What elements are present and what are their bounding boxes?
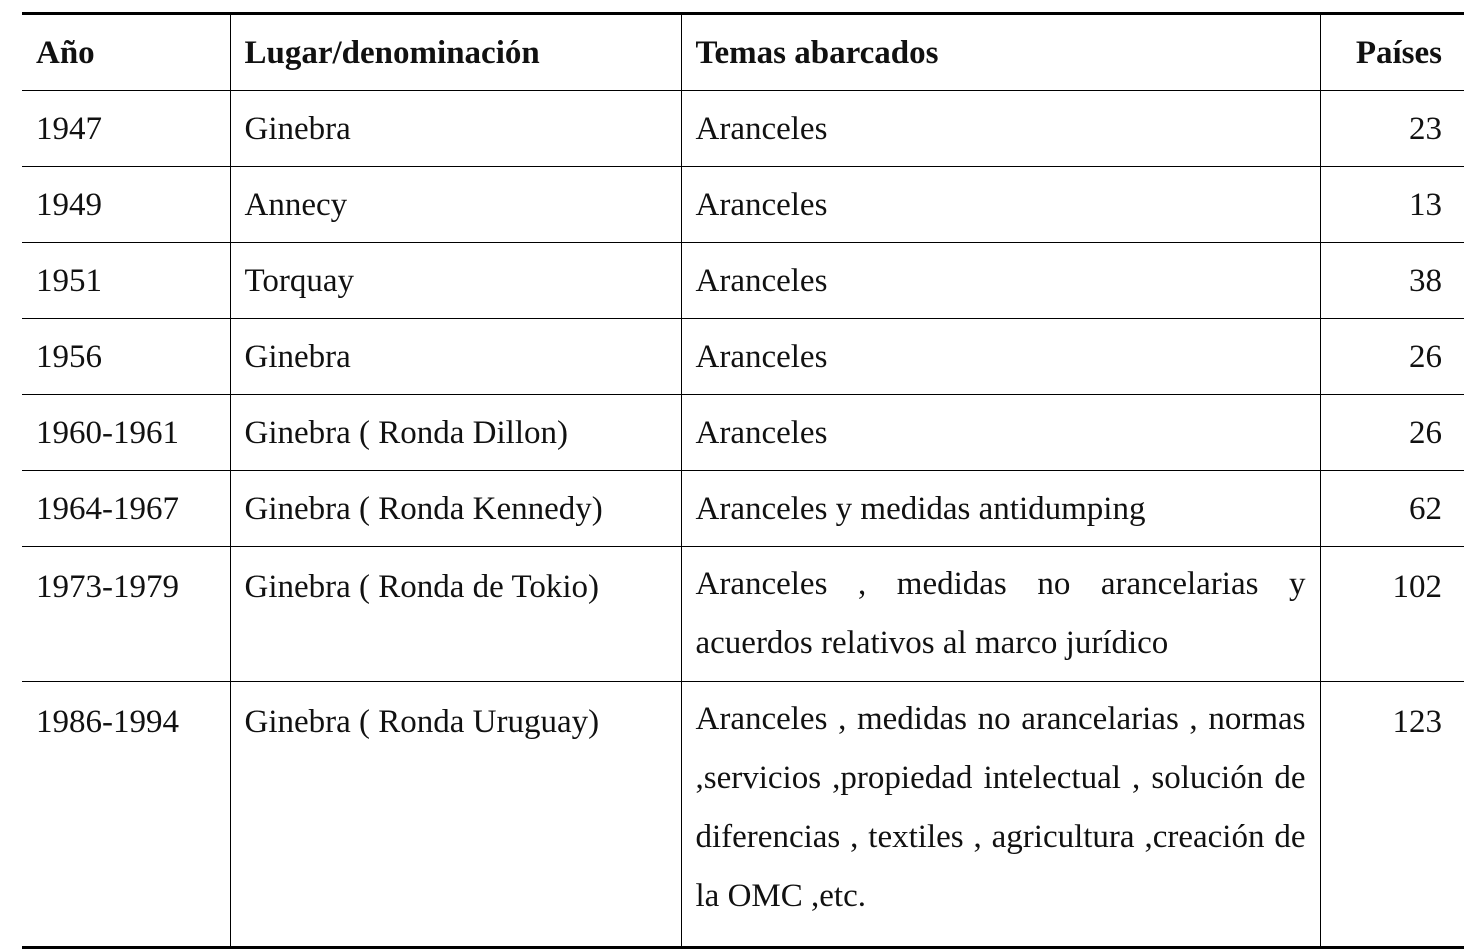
cell-year: 1964-1967 (22, 471, 230, 547)
table-row (22, 547, 1464, 682)
table-row (22, 395, 1464, 471)
cell-place: Ginebra (230, 319, 681, 395)
cell-topics: Aranceles (681, 167, 1320, 243)
header-place: Lugar/denominación (230, 14, 681, 91)
table-header-row (22, 14, 1464, 91)
gatt-rounds-table (22, 12, 1464, 949)
cell-topics: Aranceles , medidas no arancelarias , normas ,servicios ,propiedad intelectual , solución de diferencias , textiles , agricultura ,creación de la OMC ,etc. (681, 682, 1320, 948)
table-row (22, 471, 1464, 547)
table-row (22, 91, 1464, 167)
cell-place: Ginebra (230, 91, 681, 167)
cell-year: 1956 (22, 319, 230, 395)
cell-topics: Aranceles (681, 243, 1320, 319)
cell-countries: 62 (1320, 471, 1464, 547)
header-countries: Países (1320, 14, 1464, 91)
table-row (22, 167, 1464, 243)
header-topics: Temas abarcados (681, 14, 1320, 91)
cell-countries: 38 (1320, 243, 1464, 319)
cell-place: Ginebra ( Ronda Kennedy) (230, 471, 681, 547)
cell-countries: 26 (1320, 319, 1464, 395)
cell-year: 1986-1994 (22, 682, 230, 948)
cell-countries: 123 (1320, 682, 1464, 948)
table-row (22, 243, 1464, 319)
cell-place: Ginebra ( Ronda Uruguay) (230, 682, 681, 948)
cell-topics: Aranceles (681, 91, 1320, 167)
cell-year: 1951 (22, 243, 230, 319)
cell-year: 1949 (22, 167, 230, 243)
cell-topics: Aranceles (681, 395, 1320, 471)
cell-year: 1947 (22, 91, 230, 167)
cell-topics: Aranceles (681, 319, 1320, 395)
cell-place: Ginebra ( Ronda Dillon) (230, 395, 681, 471)
cell-year: 1973-1979 (22, 547, 230, 682)
cell-countries: 13 (1320, 167, 1464, 243)
cell-place: Torquay (230, 243, 681, 319)
cell-place: Ginebra ( Ronda de Tokio) (230, 547, 681, 682)
table-row (22, 319, 1464, 395)
cell-topics: Aranceles y medidas antidumping (681, 471, 1320, 547)
header-year: Año (22, 14, 230, 91)
cell-countries: 23 (1320, 91, 1464, 167)
cell-place: Annecy (230, 167, 681, 243)
cell-year: 1960-1961 (22, 395, 230, 471)
gatt-rounds-table-container (22, 12, 1464, 949)
cell-countries: 26 (1320, 395, 1464, 471)
cell-countries: 102 (1320, 547, 1464, 682)
cell-topics: Aranceles , medidas no arancelarias y acuerdos relativos al marco jurídico (681, 547, 1320, 682)
